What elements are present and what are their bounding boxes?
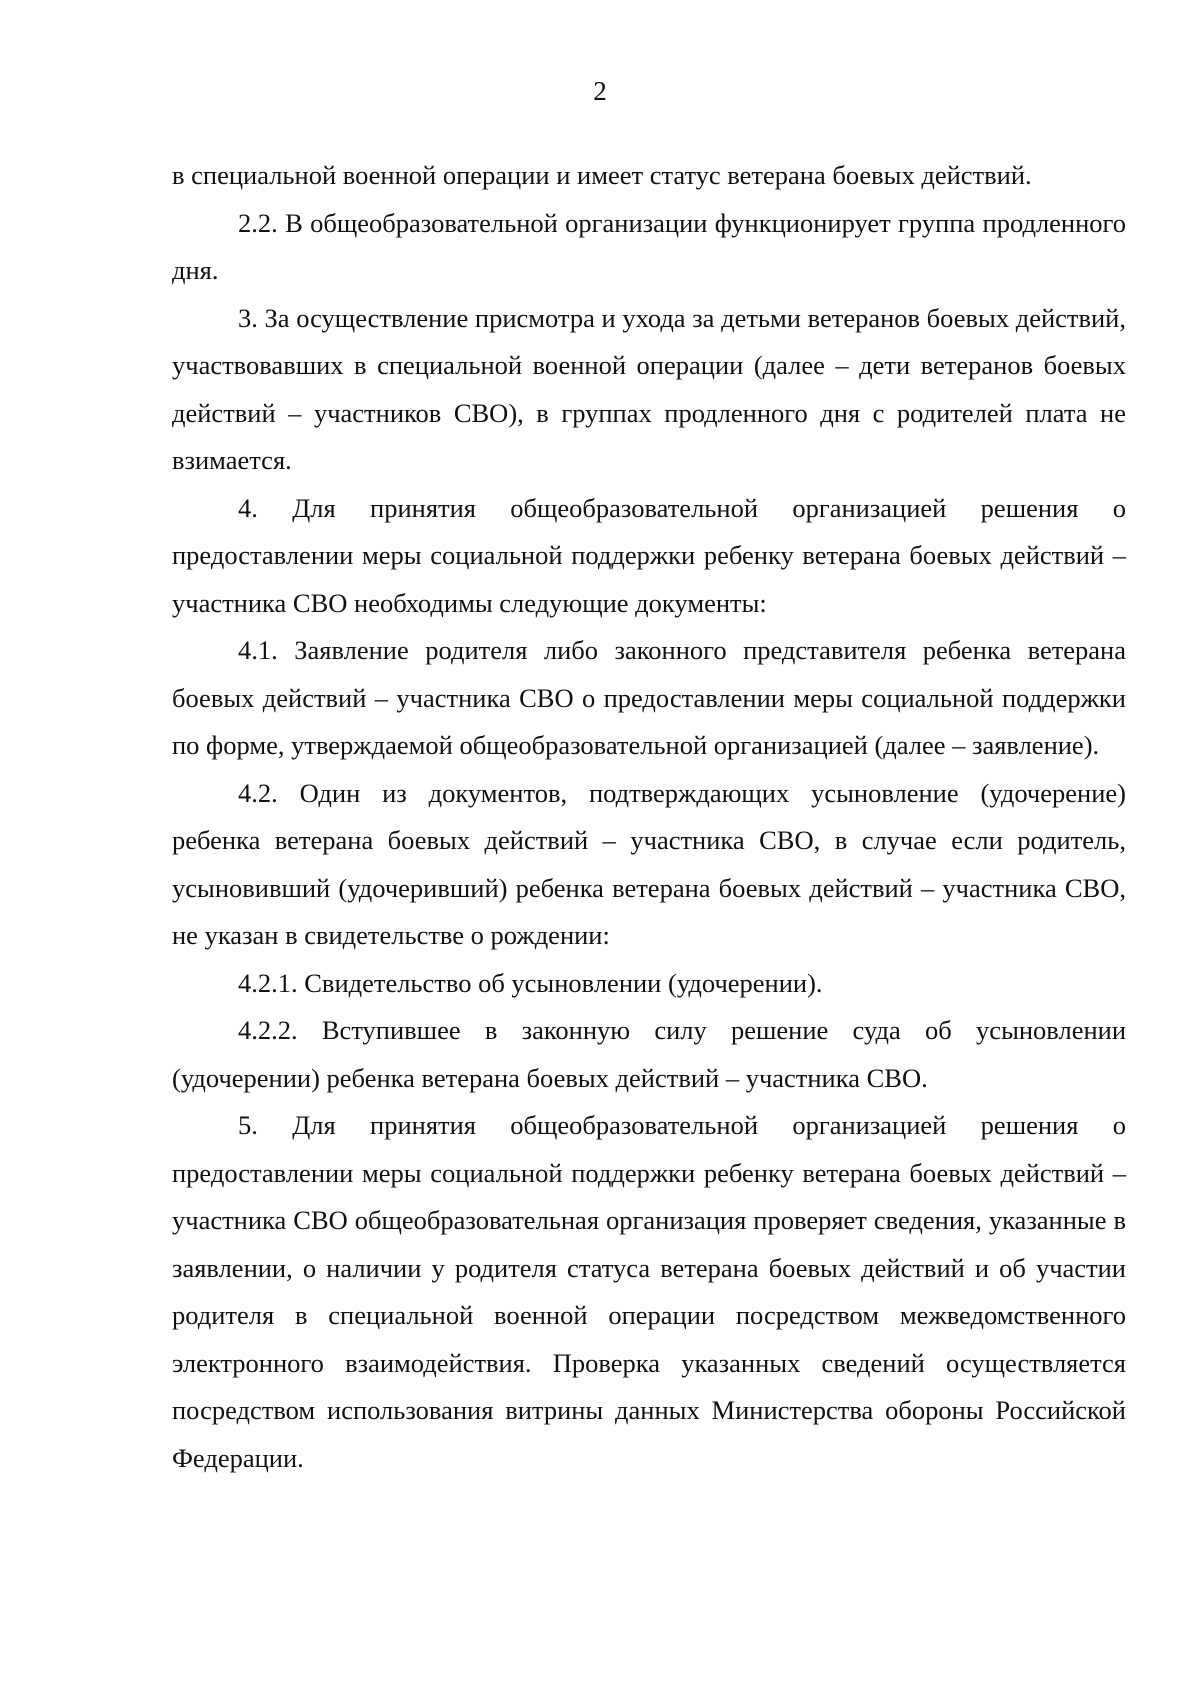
paragraph-continuation: в специальной военной операции и имеет статус ветерана боевых действий. bbox=[172, 160, 1032, 190]
paragraph-2-2: 2.2. В общеобразовательной организации функционирует группа продленного дня. bbox=[172, 207, 1126, 285]
page-number: 2 bbox=[593, 76, 607, 106]
paragraph-4: 4. Для принятия общеобразовательной организацией решения о предоставлении меры социальной поддержки ребенку ветерана боевых действий – участника СВО необходимы следующие документы: bbox=[172, 492, 1126, 618]
document-body bbox=[172, 152, 1126, 1482]
paragraph-5: 5. Для принятия общеобразовательной организацией решения о предоставлении меры социальной поддержки ребенку ветерана боевых действий – участника СВО общеобразовательная организация проверяет сведения, указанные в заявлении, о наличии у родителя статуса ветерана боевых действий и об участии родителя в специальной военной операции посредством межведомственного электронного взаимодействия. Проверка указанных сведений осуществляется посредством использования витрины данных Министерства обороны Российской Федерации. bbox=[172, 1110, 1126, 1473]
paragraph-4-2-1: 4.2.1. Свидетельство об усыновлении (удочерении). bbox=[238, 967, 823, 998]
paragraph-3: 3. За осуществление присмотра и ухода за детьми ветеранов боевых действий, участвовавших в специальной военной операции (далее – дети ветеранов боевых действий – участников СВО), в группах продленного дня с родителей плата не взимается. bbox=[172, 302, 1126, 475]
paragraph-4-2: 4.2. Один из документов, подтверждающих усыновление (удочерение) ребенка ветерана боевых действий – участника СВО, в случае если родитель, усыновивший (удочеривший) ребенка ветерана боевых действий – участника СВО, не указан в свидетельстве о рождении: bbox=[172, 777, 1126, 950]
paragraph-4-2-2: 4.2.2. Вступившее в законную силу решение суда об усыновлении (удочерении) ребенка ветерана боевых действий – участника СВО. bbox=[172, 1015, 1126, 1093]
paragraph-4-1: 4.1. Заявление родителя либо законного представителя ребенка ветерана боевых действий – участника СВО о предоставлении меры социальной поддержки по форме, утверждаемой общеобразовательной организацией (далее – заявление). bbox=[172, 635, 1126, 760]
